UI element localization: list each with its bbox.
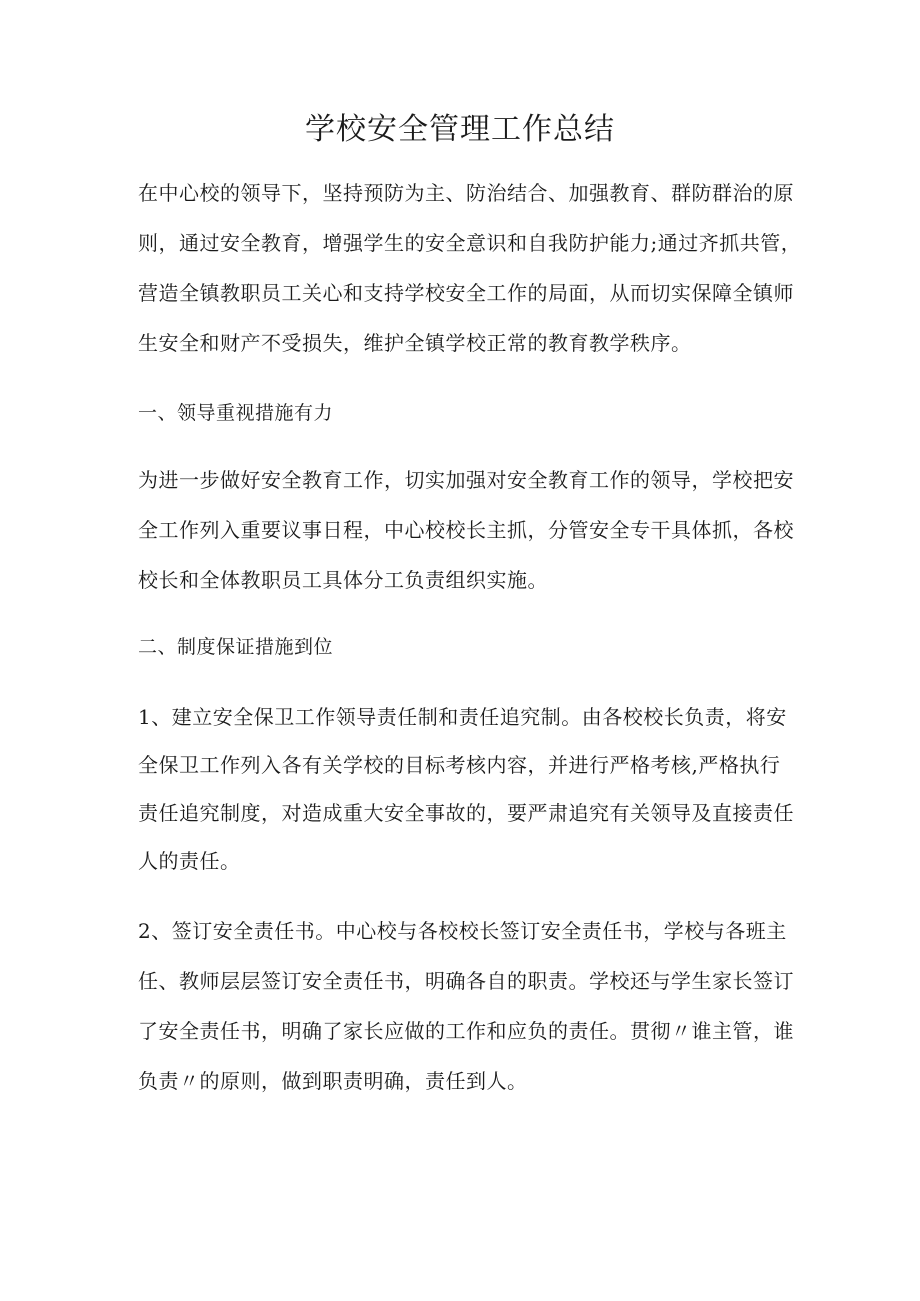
item2-line-1: 2、签订安全责任书。中心校与各校校长签订安全责任书，学校与各班主 bbox=[138, 919, 787, 943]
section2-heading: 二、制度保证措施到位 bbox=[138, 636, 334, 658]
intro-line-2: 则，通过安全教育，增强学生的安全意识和自我防护能力;通过齐抓共管， bbox=[138, 231, 802, 255]
item2-line-4: 负责〃的原则，做到职责明确，责任到人。 bbox=[138, 1069, 528, 1093]
document-title: 学校安全管理工作总结 bbox=[305, 112, 615, 147]
item1-line-1: 1、建立安全保卫工作领导责任制和责任追究制。由各校校长负责，将安 bbox=[138, 705, 787, 729]
item2-line-2: 任、教师层层签订安全责任书，明确各自的职责。学校还与学生家长签订 bbox=[138, 969, 794, 993]
item1-line-3: 责任追究制度，对造成重大安全事故的，要严肃追究有关领导及直接责任 bbox=[138, 801, 794, 825]
item2-line-3: 了安全责任书，明确了家长应做的工作和应负的责任。贯彻〃谁主管，谁 bbox=[138, 1019, 794, 1043]
section1-line-2: 全工作列入重要议事日程，中心校校长主抓，分管安全专干具体抓，各校 bbox=[138, 518, 794, 542]
intro-line-4: 生安全和财产不受损失，维护全镇学校正常的教育教学秩序。 bbox=[138, 331, 692, 355]
section1-line-1: 为进一步做好安全教育工作，切实加强对安全教育工作的领导，学校把安 bbox=[138, 468, 794, 492]
item1-line-2: 全保卫工作列入各有关学校的目标考核内容，并进行严格考核,严格执行 bbox=[138, 753, 781, 777]
section1-heading: 一、领导重视措施有力 bbox=[138, 402, 334, 424]
intro-line-1: 在中心校的领导下，坚持预防为主、防治结合、加强教育、群防群治的原 bbox=[138, 181, 794, 205]
section1-line-3: 校长和全体教职员工具体分工负责组织实施。 bbox=[138, 568, 548, 592]
intro-line-3: 营造全镇教职员工关心和支持学校安全工作的局面，从而切实保障全镇师 bbox=[138, 281, 794, 305]
item1-line-4: 人的责任。 bbox=[138, 849, 241, 873]
